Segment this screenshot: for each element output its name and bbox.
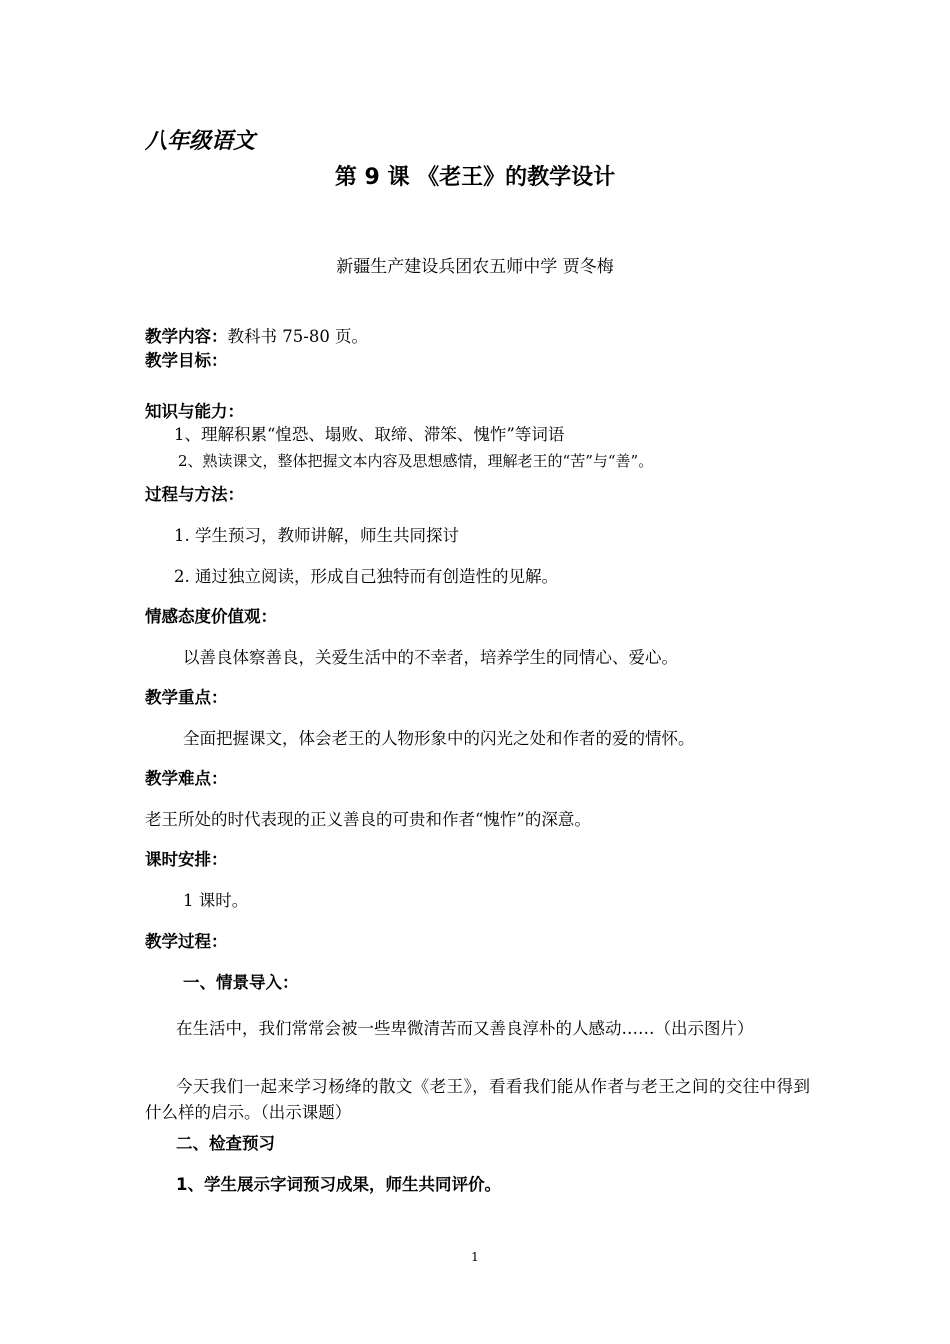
schedule-heading: 课时安排： (145, 850, 228, 869)
subject-label: 八年级语文 (145, 129, 256, 154)
emotion-text: 以善良体察善良，关爱生活中的不幸者，培养学生的同情心、爱心。 (183, 648, 678, 667)
section1-paragraph-2: 今天我们一起来学习杨绛的散文《老王》，看看我们能从作者与老王之间的交往中得到什么样的启示。（出示课题） (145, 1077, 810, 1122)
teaching-content-label: 教学内容： (145, 327, 228, 346)
teaching-content-value: 教科书 75-80 页。 (227, 327, 369, 346)
section1-paragraph-1: 在生活中，我们常常会被一些卑微清苦而又善良淳朴的人感动……（出示图片） (176, 1019, 754, 1038)
knowledge-item-2: 2、熟读课文，整体把握文本内容及思想感情，理解老王的“苦”与“善”。 (178, 452, 654, 470)
knowledge-item-1: 1、理解积累“惶恐、塌败、取缔、滞笨、愧怍”等词语 (174, 425, 565, 444)
procedure-heading: 教学过程： (145, 932, 228, 951)
section1-heading: 一、情景导入： (183, 973, 299, 992)
process-heading: 过程与方法： (145, 485, 244, 504)
section2-item-1: 1、学生展示字词预习成果，师生共同评价。 (176, 1175, 501, 1194)
schedule-text: 1 课时。 (183, 891, 249, 910)
key-point-heading: 教学重点： (145, 688, 228, 707)
process-item-2: 2. 通过独立阅读，形成自己独特而有创造性的见解。 (174, 567, 558, 586)
objectives-heading: 教学目标： (145, 351, 228, 370)
key-point-text: 全面把握课文，体会老王的人物形象中的闪光之处和作者的爱的情怀。 (183, 729, 695, 748)
difficulty-heading: 教学难点： (145, 769, 228, 788)
difficulty-text: 老王所处的时代表现的正义善良的可贵和作者“愧怍”的深意。 (145, 810, 591, 829)
document-title: 第 9 课 《老王》的教学设计 (334, 165, 616, 190)
teaching-content (145, 326, 368, 348)
emotion-heading: 情感态度价值观： (145, 607, 277, 626)
page-number: 1 (471, 1250, 479, 1264)
process-item-1: 1. 学生预习，教师讲解，师生共同探讨 (174, 526, 459, 545)
section2-heading: 二、检查预习 (176, 1134, 275, 1153)
author-line: 新疆生产建设兵团农五师中学 贾冬梅 (336, 257, 614, 277)
knowledge-heading: 知识与能力： (145, 402, 244, 421)
